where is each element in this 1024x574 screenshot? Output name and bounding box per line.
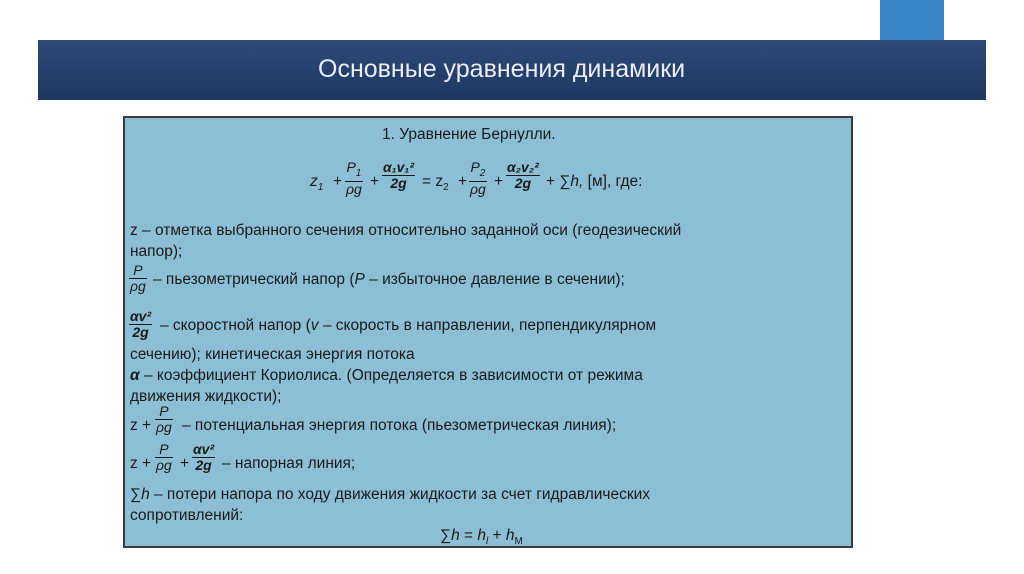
plus-sign: + xyxy=(458,173,468,190)
velocity-fraction-2: $\frac{\text{α₂v₂²}}{2g}$ xyxy=(507,159,539,191)
units-note: [м], где: xyxy=(587,173,643,190)
pressure-fraction-2: $\frac{P_2}{\rho g}$ xyxy=(470,159,486,197)
z1-subscript: 1 xyxy=(317,182,324,194)
def-potential-fraction: $\frac{P}{\rho g}$ xyxy=(156,403,172,435)
plus-sign: + xyxy=(180,455,190,472)
def-loss-line2: сопротивлений: xyxy=(130,507,244,524)
def-pressure-text: – пьезометрический напор (P – избыточное давление в сечении); xyxy=(153,271,625,288)
losses-formula: $\sum h = h_l + h_M$ xyxy=(440,527,523,548)
equation-heading: 1. Уравнение Бернулли. xyxy=(382,126,556,143)
pressure-fraction-1: $\frac{P_1}{\rho g}$ xyxy=(346,159,362,197)
def-potential-text: – потенциальная энергия потока (пьезометрическая линия); xyxy=(182,417,617,434)
velocity-fraction-1: $\frac{\text{α₁v₁²}}{2g}$ xyxy=(383,159,414,191)
losses-symbol: h, xyxy=(570,173,584,190)
plus-sign: + xyxy=(494,173,504,190)
def-head-prefix: z + xyxy=(130,455,152,472)
def-alpha-line1: α – коэффициент Кориолиса. (Определяется в зависимости от режима xyxy=(130,367,643,384)
slide-title: Основные уравнения динамики xyxy=(318,55,686,83)
sum-sign: + ∑ xyxy=(546,173,571,190)
def-alpha-line2: движения жидкости); xyxy=(130,388,282,405)
def-head-text: – напорная линия; xyxy=(222,455,356,472)
def-velocity-fraction: $\frac{\text{αv²}}{2g}$ xyxy=(130,308,152,340)
def-loss-line1: ∑h – потери напора по ходу движения жидкости за счет гидравлических xyxy=(130,486,651,503)
def-head-fraction-1: $\frac{P}{\rho g}$ xyxy=(156,441,172,473)
def-pressure-fraction: $\frac{P}{\rho g}$ xyxy=(130,262,146,294)
z2-subscript: 2 xyxy=(443,182,449,194)
def-z-line2: напор); xyxy=(130,243,183,260)
def-head-fraction-2: $\frac{\text{αv²}}{2g}$ xyxy=(193,441,215,473)
def-velocity-line2: сечению); кинетическая энергия потока xyxy=(130,346,415,363)
def-velocity-text: – скоростной напор (v – скорость в направлении, перпендикулярном xyxy=(160,317,657,334)
z1-symbol: z xyxy=(310,173,318,190)
def-z-line1: z – отметка выбранного сечения относительно заданной оси (геодезический xyxy=(130,222,682,239)
equals-z2: = z xyxy=(422,173,444,190)
plus-sign: + xyxy=(333,173,343,190)
plus-sign: + xyxy=(370,173,380,190)
def-potential-prefix: z + xyxy=(130,417,152,434)
